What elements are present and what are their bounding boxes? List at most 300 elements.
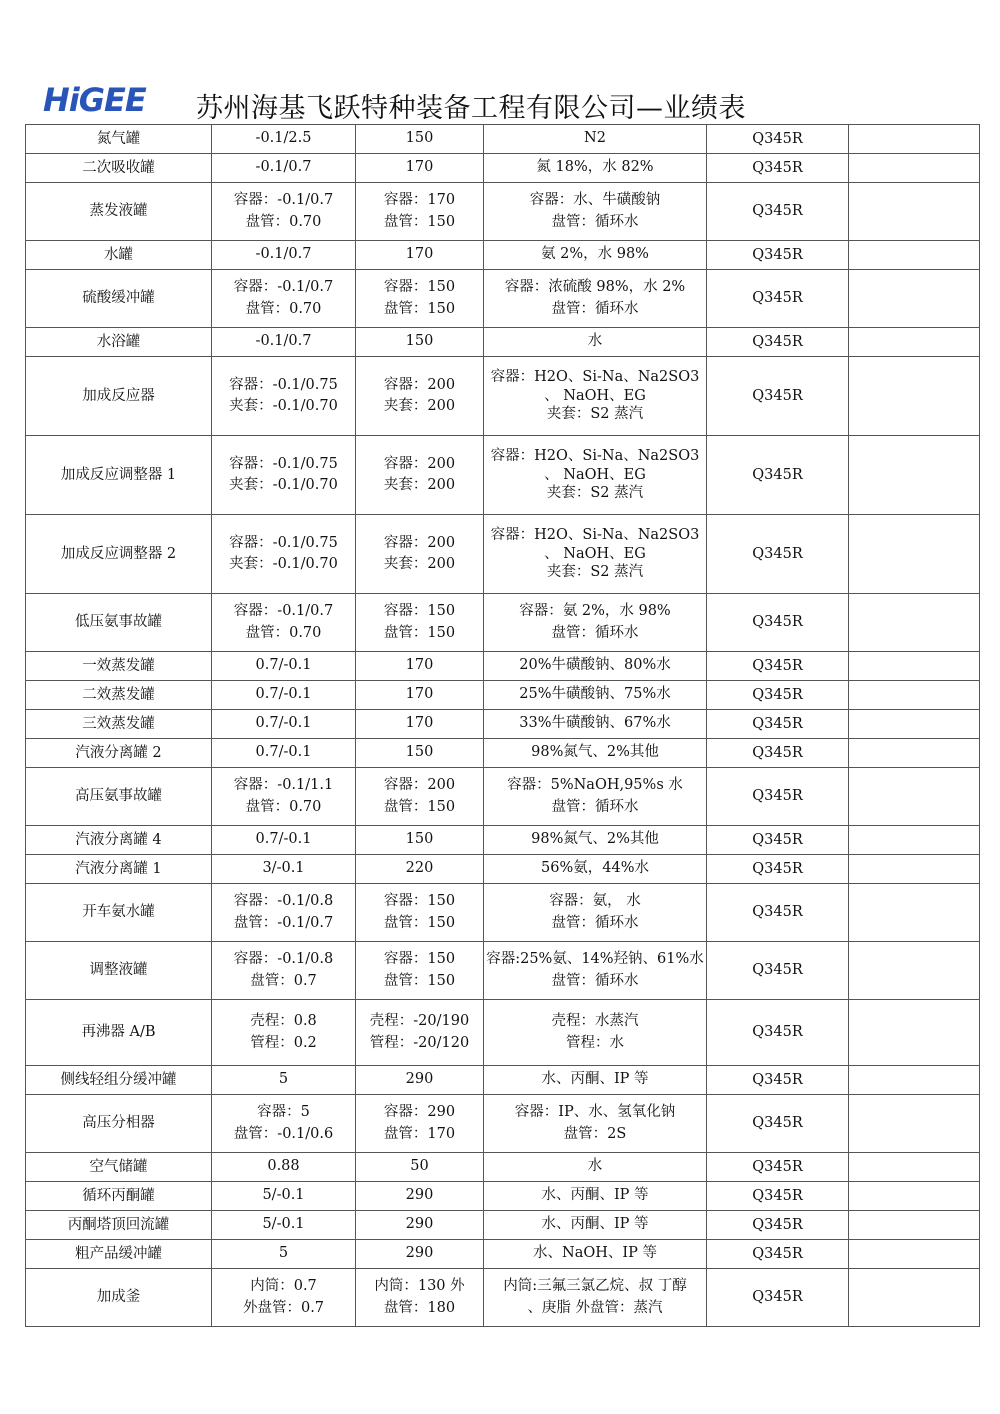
temperature-cell [356,241,484,270]
medium-cell [484,1066,707,1095]
table-row [26,241,980,270]
medium-cell [484,1000,707,1066]
pressure-cell [212,515,356,594]
table-row [26,183,980,241]
medium-cell [484,241,707,270]
cell-line: 容器：170 [383,192,456,209]
medium-cell [484,1211,707,1240]
table-row [26,1269,980,1327]
note-cell [849,1211,980,1240]
temperature-cell [356,154,484,183]
material-cell: Q345R [707,183,849,241]
cell-line: 夹套：200 [383,398,456,414]
cell-line: 170 [405,246,434,263]
cell-line: 夹套：200 [383,477,456,493]
pressure-cell [212,1211,356,1240]
equipment-name-cell: 蒸发液罐 [26,183,212,241]
cell-line: 150 [405,744,434,761]
material-cell: Q345R [707,154,849,183]
equipment-name-cell: 三效蒸发罐 [26,710,212,739]
cell-line: 水 [587,333,603,350]
equipment-name-cell: 高压分相器 [26,1095,212,1153]
cell-line: 290 [405,1245,434,1262]
material-cell: Q345R [707,270,849,328]
cell-line: 0.7/-0.1 [255,831,312,848]
cell-line: 290 [405,1216,434,1233]
material-cell: Q345R [707,942,849,1000]
cell-line: 盘管：循环水 [551,300,639,317]
medium-cell [484,594,707,652]
table-row [26,270,980,328]
cell-line: 夹套：S2 蒸汽 [546,564,644,581]
cell-line: 夹套：-0.1/0.70 [229,556,338,572]
material-cell: Q345R [707,1066,849,1095]
note-cell [849,154,980,183]
cell-line: 容器：-0.1/0.7 [233,192,334,209]
material-cell: Q345R [707,1153,849,1182]
cell-line: 170 [405,657,434,674]
equipment-name-cell: 空气储罐 [26,1153,212,1182]
cell-line: 容器：-0.1/0.75 [229,376,338,393]
equipment-name-cell: 开车氨水罐 [26,884,212,942]
cell-line: 内筒:三氟三氯乙烷、叔 丁醇 [503,1278,687,1295]
cell-line: 夹套：S2 蒸汽 [546,406,644,423]
cell-line: 盘管：循环水 [551,624,639,641]
cell-line: 容器：-0.1/1.1 [233,777,334,794]
pressure-cell [212,1000,356,1066]
cell-line: 3/-0.1 [262,860,305,877]
table-row [26,1182,980,1211]
cell-line: 20%牛磺酸钠、80%水 [519,657,671,674]
cell-line: 氨 2%，水 98% [541,246,649,263]
table-row [26,125,980,154]
material-cell: Q345R [707,1182,849,1211]
pressure-cell [212,125,356,154]
temperature-cell [356,1182,484,1211]
material-cell: Q345R [707,681,849,710]
equipment-name-cell: 硫酸缓冲罐 [26,270,212,328]
table-row [26,710,980,739]
cell-line: 容器：H2O、Si-Na、Na2SO3 [490,447,700,464]
temperature-cell [356,1153,484,1182]
table-row [26,1095,980,1153]
temperature-cell [356,270,484,328]
cell-line: 5/-0.1 [262,1187,305,1204]
pressure-cell [212,681,356,710]
medium-cell [484,1153,707,1182]
cell-line: 170 [405,715,434,732]
equipment-name-cell: 循环丙酮罐 [26,1182,212,1211]
pressure-cell [212,942,356,1000]
equipment-name-cell: 水浴罐 [26,328,212,357]
equipment-name-cell: 汽液分离罐 1 [26,855,212,884]
material-cell: Q345R [707,328,849,357]
material-cell: Q345R [707,357,849,436]
medium-cell [484,183,707,241]
cell-line: 水 [587,1158,603,1175]
note-cell [849,681,980,710]
cell-line: 5 [278,1071,289,1088]
pressure-cell [212,652,356,681]
medium-cell [484,855,707,884]
cell-line: 水、NaOH、IP 等 [533,1245,657,1262]
cell-line: 容器：200 [383,376,456,393]
table-row [26,328,980,357]
cell-line: 5/-0.1 [262,1216,305,1233]
note-cell [849,884,980,942]
temperature-cell [356,710,484,739]
material-cell: Q345R [707,768,849,826]
pressure-cell [212,1269,356,1327]
table-row [26,515,980,594]
material-cell: Q345R [707,884,849,942]
temperature-cell [356,884,484,942]
cell-line: 盘管：150 [383,300,456,317]
cell-line: 容器：H2O、Si-Na、Na2SO3 [490,526,700,543]
cell-line: 壳程：水蒸汽 [551,1013,639,1030]
material-cell: Q345R [707,739,849,768]
cell-line: 容器：-0.1/0.8 [233,893,334,910]
medium-cell [484,436,707,515]
pressure-cell [212,826,356,855]
medium-cell [484,1269,707,1327]
temperature-cell [356,855,484,884]
cell-line: 容器：-0.1/0.75 [229,455,338,472]
cell-line: 夹套：200 [383,556,456,572]
pressure-cell [212,1066,356,1095]
material-cell: Q345R [707,241,849,270]
cell-line: 、 NaOH、EG [544,387,646,404]
cell-line: 容器：氨 2%，水 98% [519,603,671,620]
logo-text: HiGEE [43,81,146,119]
table-row [26,154,980,183]
cell-line: 盘管：150 [383,213,456,230]
cell-line: 盘管：180 [383,1299,456,1316]
temperature-cell [356,942,484,1000]
cell-line: 管程：0.2 [250,1034,317,1051]
equipment-name-cell: 汽液分离罐 4 [26,826,212,855]
table-row [26,436,980,515]
cell-line: 98%氮气、2%其他 [531,831,659,848]
cell-line: -0.1/0.7 [255,159,312,176]
pressure-cell [212,1182,356,1211]
medium-cell [484,652,707,681]
cell-line: 5 [278,1245,289,1262]
cell-line: 盘管：0.7 [250,972,317,989]
cell-line: 容器：200 [383,777,456,794]
medium-cell [484,125,707,154]
cell-line: 盘管：170 [383,1125,456,1142]
note-cell [849,183,980,241]
cell-line: 25%牛磺酸钠、75%水 [519,686,671,703]
cell-line: 容器：IP、水、氢氧化钠 [514,1104,676,1121]
pressure-cell [212,884,356,942]
cell-line: 容器：-0.1/0.7 [233,603,334,620]
cell-line: -0.1/0.7 [255,333,312,350]
cell-line: 容器：氨， 水 [549,893,641,910]
equipment-name-cell: 汽液分离罐 2 [26,739,212,768]
cell-line: 0.7/-0.1 [255,686,312,703]
cell-line: 壳程：-20/190 [369,1013,470,1030]
medium-cell [484,1182,707,1211]
cell-line: 管程：-20/120 [369,1034,470,1051]
cell-line: 容器：水、牛磺酸钠 [529,192,661,209]
cell-line: 容器：5%NaOH,95%s 水 [507,777,683,794]
cell-line: 50 [410,1158,429,1175]
cell-line: 容器：150 [383,279,456,296]
pressure-cell [212,768,356,826]
equipment-name-cell: 加成反应调整器 2 [26,515,212,594]
pressure-cell [212,357,356,436]
cell-line: 盘管：循环水 [551,914,639,931]
material-cell: Q345R [707,826,849,855]
equipment-name-cell: 一效蒸发罐 [26,652,212,681]
temperature-cell [356,739,484,768]
note-cell [849,594,980,652]
cell-line: 盘管：0.70 [245,624,322,641]
equipment-name-cell: 水罐 [26,241,212,270]
cell-line: 0.7/-0.1 [255,744,312,761]
medium-cell [484,328,707,357]
material-cell: Q345R [707,652,849,681]
cell-line: 盘管：150 [383,972,456,989]
cell-line: 容器：290 [383,1104,456,1121]
note-cell [849,855,980,884]
cell-line: 220 [405,860,434,877]
note-cell [849,710,980,739]
temperature-cell [356,1066,484,1095]
table-row [26,1066,980,1095]
equipment-name-cell: 低压氨事故罐 [26,594,212,652]
temperature-cell [356,436,484,515]
cell-line: 盘管：150 [383,914,456,931]
material-cell: Q345R [707,436,849,515]
pressure-cell [212,594,356,652]
temperature-cell [356,681,484,710]
cell-line: 容器：5 [257,1104,310,1121]
cell-line: 150 [405,831,434,848]
cell-line: 容器:25%氨、14%羟钠、61%水 [486,951,704,968]
temperature-cell [356,1240,484,1269]
material-cell: Q345R [707,855,849,884]
note-cell [849,436,980,515]
cell-line: 98%氮气、2%其他 [531,744,659,761]
temperature-cell [356,768,484,826]
cell-line: 容器：-0.1/0.75 [229,534,338,551]
cell-line: -0.1/2.5 [255,130,312,147]
pressure-cell [212,1153,356,1182]
cell-line: 、 NaOH、EG [544,545,646,562]
note-cell [849,1066,980,1095]
cell-line: 0.7/-0.1 [255,715,312,732]
temperature-cell [356,594,484,652]
cell-line: 150 [405,333,434,350]
cell-line: 容器：150 [383,951,456,968]
company-logo [43,81,146,119]
cell-line: 33%牛磺酸钠、67%水 [519,715,671,732]
note-cell [849,328,980,357]
material-cell: Q345R [707,594,849,652]
cell-line: 盘管：150 [383,798,456,815]
cell-line: -0.1/0.7 [255,246,312,263]
note-cell [849,125,980,154]
note-cell [849,942,980,1000]
cell-line: 150 [405,130,434,147]
temperature-cell [356,652,484,681]
pressure-cell [212,241,356,270]
cell-line: 管程：水 [566,1034,624,1051]
cell-line: 盘管：循环水 [551,798,639,815]
temperature-cell [356,328,484,357]
cell-line: 内筒：0.7 [250,1278,317,1295]
material-cell: Q345R [707,1000,849,1066]
cell-line: 容器：150 [383,603,456,620]
cell-line: 盘管：150 [383,624,456,641]
material-cell: Q345R [707,515,849,594]
equipment-name-cell: 氮气罐 [26,125,212,154]
material-cell: Q345R [707,710,849,739]
temperature-cell [356,1095,484,1153]
temperature-cell [356,515,484,594]
table-row [26,826,980,855]
cell-line: 盘管：2S [563,1125,627,1142]
note-cell [849,652,980,681]
temperature-cell [356,1269,484,1327]
material-cell: Q345R [707,1211,849,1240]
cell-line: 盘管：循环水 [551,213,639,230]
cell-line: 容器：200 [383,455,456,472]
cell-line: 外盘管：0.7 [242,1299,325,1316]
cell-line: 、 NaOH、EG [544,466,646,483]
note-cell [849,1095,980,1153]
cell-line: 盘管：-0.1/0.7 [233,914,334,931]
performance-table [25,124,980,1327]
equipment-name-cell: 丙酮塔顶回流罐 [26,1211,212,1240]
material-cell: Q345R [707,1269,849,1327]
cell-line: 盘管：-0.1/0.6 [233,1125,334,1142]
note-cell [849,1000,980,1066]
cell-line: 夹套：-0.1/0.70 [229,477,338,493]
equipment-name-cell: 侧线轻组分缓冲罐 [26,1066,212,1095]
table-row [26,884,980,942]
temperature-cell [356,1000,484,1066]
table-row [26,942,980,1000]
medium-cell [484,154,707,183]
cell-line: 容器：H2O、Si-Na、Na2SO3 [490,368,700,385]
equipment-name-cell: 调整液罐 [26,942,212,1000]
medium-cell [484,270,707,328]
pressure-cell [212,739,356,768]
medium-cell [484,942,707,1000]
table-row [26,1000,980,1066]
note-cell [849,1182,980,1211]
equipment-name-cell: 加成釜 [26,1269,212,1327]
cell-line: 氮 18%，水 82% [536,159,654,176]
cell-line: 水、丙酮、IP 等 [541,1071,649,1088]
cell-line: 内筒：130 外 [374,1278,465,1295]
pressure-cell [212,183,356,241]
material-cell: Q345R [707,1240,849,1269]
cell-line: 盘管：0.70 [245,213,322,230]
medium-cell [484,710,707,739]
pressure-cell [212,270,356,328]
temperature-cell [356,357,484,436]
pressure-cell [212,154,356,183]
cell-line: 170 [405,686,434,703]
cell-line: 290 [405,1187,434,1204]
note-cell [849,739,980,768]
medium-cell [484,681,707,710]
material-cell: Q345R [707,1095,849,1153]
page-title: 苏州海基飞跃特种装备工程有限公司—业绩表 [196,93,746,124]
table-row [26,594,980,652]
cell-line: 170 [405,159,434,176]
table-row [26,739,980,768]
cell-line: 0.7/-0.1 [255,657,312,674]
note-cell [849,826,980,855]
pressure-cell [212,855,356,884]
pressure-cell [212,436,356,515]
medium-cell [484,1240,707,1269]
note-cell [849,768,980,826]
medium-cell [484,768,707,826]
table-row [26,681,980,710]
table-row [26,1240,980,1269]
temperature-cell [356,125,484,154]
temperature-cell [356,826,484,855]
medium-cell [484,1095,707,1153]
note-cell [849,515,980,594]
medium-cell [484,826,707,855]
cell-line: 0.88 [267,1158,300,1175]
note-cell [849,1240,980,1269]
equipment-name-cell: 高压氨事故罐 [26,768,212,826]
table-row [26,768,980,826]
cell-line: 56%氨，44%水 [541,860,649,877]
equipment-name-cell: 再沸器 A/B [26,1000,212,1066]
cell-line: 盘管：循环水 [551,972,639,989]
cell-line: 壳程：0.8 [250,1013,317,1030]
pressure-cell [212,328,356,357]
equipment-name-cell: 粗产品缓冲罐 [26,1240,212,1269]
medium-cell [484,739,707,768]
equipment-name-cell: 二次吸收罐 [26,154,212,183]
equipment-name-cell: 二效蒸发罐 [26,681,212,710]
table-row [26,1211,980,1240]
cell-line: 容器：浓硫酸 98%，水 2% [504,279,686,296]
cell-line: 容器：-0.1/0.7 [233,279,334,296]
cell-line: 容器：200 [383,534,456,551]
cell-line: 容器：-0.1/0.8 [233,951,334,968]
medium-cell [484,515,707,594]
material-cell: Q345R [707,125,849,154]
table-row [26,357,980,436]
pressure-cell [212,1240,356,1269]
temperature-cell [356,183,484,241]
cell-line: 盘管：0.70 [245,798,322,815]
temperature-cell [356,1211,484,1240]
equipment-name-cell: 加成反应器 [26,357,212,436]
cell-line: 盘管：0.70 [245,300,322,317]
table-row [26,652,980,681]
note-cell [849,357,980,436]
cell-line: 夹套：-0.1/0.70 [229,398,338,414]
note-cell [849,1153,980,1182]
table-row [26,1153,980,1182]
note-cell [849,1269,980,1327]
equipment-name-cell: 加成反应调整器 1 [26,436,212,515]
cell-line: 夹套：S2 蒸汽 [546,485,644,502]
